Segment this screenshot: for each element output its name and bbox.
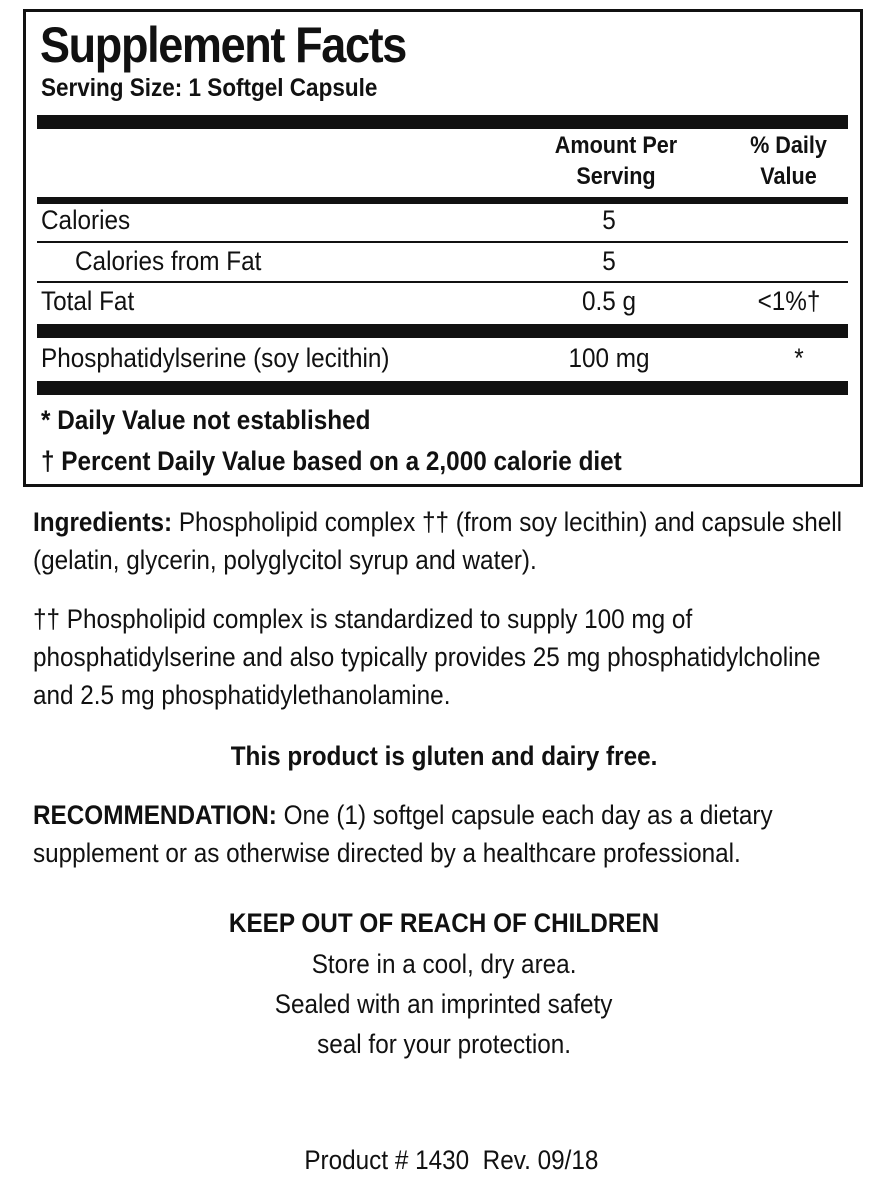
row-dv-phosphatidylserine: * [794, 343, 804, 373]
thick-divider-bottom [37, 381, 848, 395]
recommendation-label: RECOMMENDATION: [33, 800, 277, 830]
row-amount-total-fat: 0.5 g [581, 286, 637, 316]
product-number: Product # 1430 Rev. 09/18 [304, 1145, 599, 1175]
standardization-note: †† Phospholipid complex is standardized to supply 100 mg of phosphatidylserine and also typically provides 25 mg phosphatidylcholine and 2.5 mg phosphatidylethanolamine. [33, 604, 821, 710]
safety-seal-line-1: Sealed with an imprinted safety [275, 989, 613, 1019]
daily-value-header: % Daily Value [750, 132, 827, 190]
row-name-phosphatidylserine: Phosphatidylserine (soy lecithin) [41, 343, 390, 373]
recommendation-text: One (1) softgel capsule each day as a dietary supplement or as otherwise directed by a healthcare professional. [33, 800, 773, 868]
footnote-percent-daily-value: † Percent Daily Value based on a 2,000 calorie diet [41, 446, 622, 476]
storage-instruction: Store in a cool, dry area. [311, 949, 577, 979]
recommendation-paragraph [33, 796, 843, 872]
row-name-calories-from-fat: Calories from Fat [75, 246, 262, 276]
warning-heading: KEEP OUT OF REACH OF CHILDREN [228, 908, 660, 938]
allergen-statement: This product is gluten and dairy free. [230, 741, 658, 771]
ingredients-paragraph [33, 503, 843, 579]
ingredients-text: Phospholipid complex †† (from soy lecithin) and capsule shell (gelatin, glycerin, polyglycitol syrup and water). [33, 507, 843, 575]
footnote-daily-value: * Daily Value not established [41, 405, 371, 435]
row-name-calories: Calories [41, 205, 131, 235]
row-divider [37, 281, 848, 283]
amount-per-serving-header: Amount Per Serving [554, 132, 678, 190]
row-amount-calories-from-fat: 5 [602, 246, 616, 276]
row-amount-phosphatidylserine: 100 mg [568, 343, 650, 373]
row-dv-total-fat: <1%† [757, 286, 821, 316]
panel-title: Supplement Facts [40, 17, 406, 73]
ingredients-label: Ingredients: [33, 507, 173, 537]
header-divider [37, 197, 848, 204]
thick-divider-middle [37, 324, 848, 338]
thick-divider-top [37, 115, 848, 129]
row-amount-calories: 5 [602, 205, 616, 235]
row-divider [37, 241, 848, 243]
supplement-facts-panel [23, 9, 863, 487]
serving-size: Serving Size: 1 Softgel Capsule [41, 74, 378, 102]
safety-seal-line-2: seal for your protection. [317, 1029, 571, 1059]
row-name-total-fat: Total Fat [41, 286, 135, 316]
